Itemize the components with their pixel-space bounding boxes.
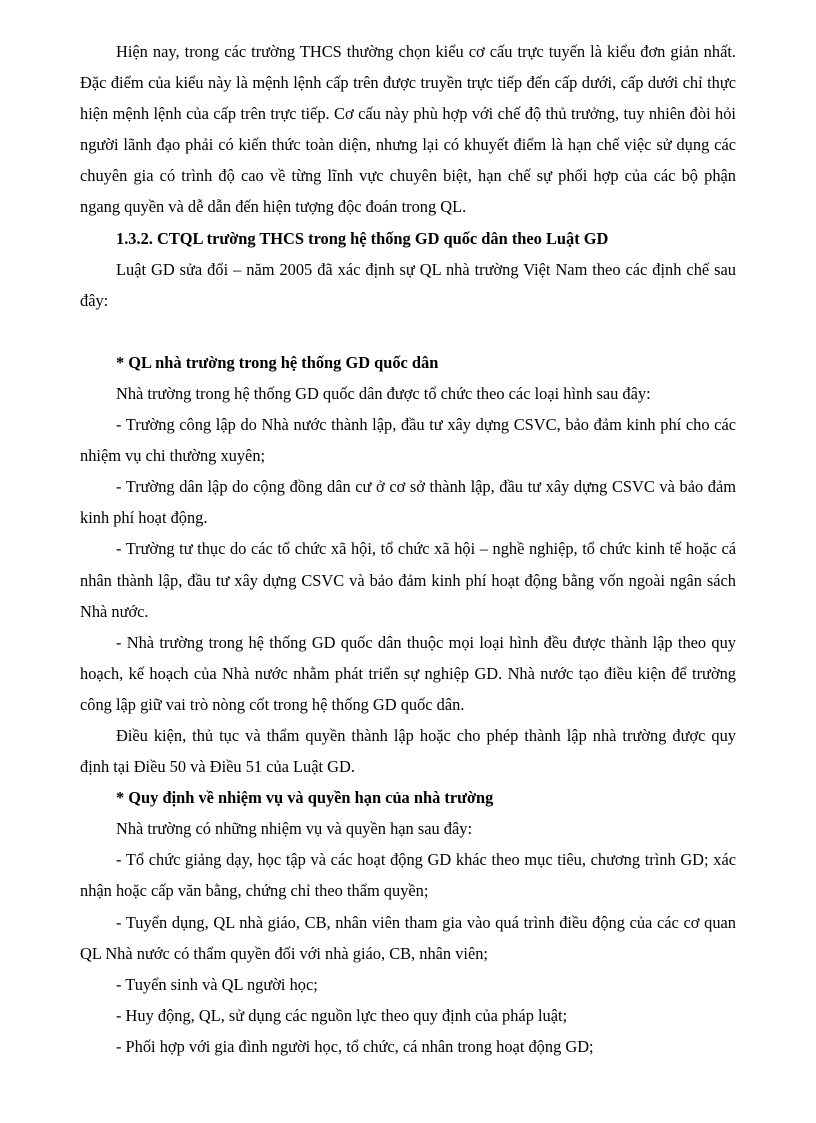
section-heading-1-3-2: 1.3.2. CTQL trường THCS trong hệ thống GD quốc dân theo Luật GD [116, 228, 609, 248]
subheading-school-management: * QL nhà trường trong hệ thống GD quốc dân [116, 352, 439, 372]
list-item-public-school: - Trường công lập do Nhà nước thành lập, đầu tư xây dựng CSVC, bảo đảm kinh phí cho các nhiệm vụ chi thường xuyên; [80, 415, 736, 466]
page-body [80, 36, 736, 1062]
list-item-recruitment: - Tuyển dụng, QL nhà giáo, CB, nhân viên tham gia vào quá trình điều động của các cơ quan QL Nhà nước có thẩm quyền đối với nhà giáo, CB, nhân viên; [80, 912, 736, 963]
list-item-community-school: - Trường dân lập do cộng đồng dân cư ở cơ sở thành lập, đầu tư xây dựng CSVC và bảo đảm kinh phí hoạt động. [80, 477, 736, 528]
subheading-duties-rights: * Quy định về nhiệm vụ và quyền hạn của nhà trường [116, 788, 494, 808]
list-item-private-school: - Trường tư thục do các tổ chức xã hội, tổ chức xã hội – nghề nghiệp, tổ chức kinh tế hoặc cá nhân thành lập, đầu tư xây dựng CSVC và bảo đảm kinh phí hoạt động bằng vốn ngoài ngân sách Nhà nước. [80, 539, 736, 621]
school-types-intro: Nhà trường trong hệ thống GD quốc dân được tổ chức theo các loại hình sau đây: [116, 383, 651, 403]
list-item-resources: - Huy động, QL, sử dụng các nguồn lực theo quy định của pháp luật; [116, 1005, 568, 1025]
duties-intro: Nhà trường có những nhiệm vụ và quyền hạn sau đây: [116, 819, 472, 839]
establishment-conditions-paragraph: Điều kiện, thủ tục và thẩm quyền thành lập hoặc cho phép thành lập nhà trường được quy định tại Điều 50 và Điều 51 của Luật GD. [80, 725, 736, 777]
list-item-teaching: - Tổ chức giảng dạy, học tập và các hoạt động GD khác theo mục tiêu, chương trình GD; xác nhận hoặc cấp văn bằng, chứng chỉ theo thẩm quyền; [80, 850, 736, 901]
intro-paragraph: Hiện nay, trong các trường THCS thường chọn kiểu cơ cấu trực tuyến là kiểu đơn giản nhất. Đặc điểm của kiểu này là mệnh lệnh cấp trên được truyền trực tiếp đến cấp dưới, cấp dưới chỉ thực hiện mệnh lệnh của cấp trên trực tiếp. Cơ cấu này phù hợp với chế độ thủ trưởng, tuy nhiên đòi hỏi người lãnh đạo phải có kiến thức toàn diện, nhưng lại có khuyết điểm là hạn chế việc sử dụng các chuyên gia có trình độ cao về từng lĩnh vực chuyên biệt, hạn chế sự phối hợp của các bộ phận ngang quyền và dễ dẫn đến hiện tượng độc đoán trong QL. [80, 42, 736, 217]
blank-line [80, 316, 736, 347]
law-intro-paragraph: Luật GD sửa đổi – năm 2005 đã xác định sự QL nhà trường Việt Nam theo các định chế sau đây: [80, 259, 736, 310]
list-item-cooperation: - Phối hợp với gia đình người học, tổ chức, cá nhân trong hoạt động GD; [116, 1036, 594, 1056]
list-item-enrollment: - Tuyển sinh và QL người học; [116, 974, 318, 994]
list-item-planning: - Nhà trường trong hệ thống GD quốc dân thuộc mọi loại hình đều được thành lập theo quy hoạch, kế hoạch của Nhà nước nhằm phát triển sự nghiệp GD. Nhà nước tạo điều kiện để trường công lập giữ vai trò nòng cốt trong hệ thống GD quốc dân. [80, 632, 736, 714]
